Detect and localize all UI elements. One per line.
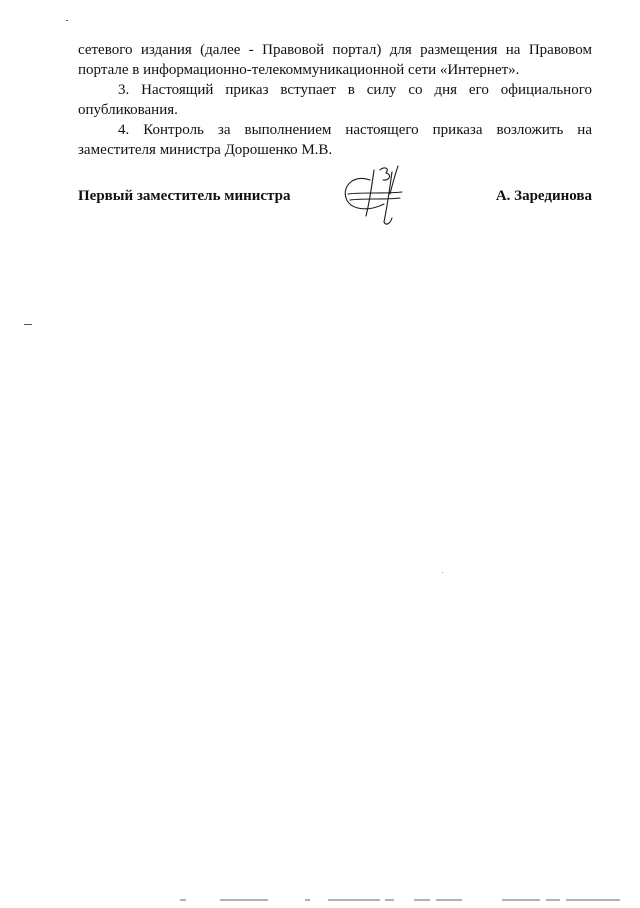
- handwritten-signature: [340, 164, 420, 230]
- scan-artifact-top: [66, 20, 68, 21]
- paragraph-item-4: 4. Контроль за выполнением настоящего приказа возложить на заместителя министра Дорошенко М.В.: [78, 122, 592, 158]
- paragraph-continuation: сетевого издания (далее - Правовой портал) для размещения на Правовом портале в информационно-телекоммуникационной сети «Интернет».: [78, 42, 592, 78]
- scan-artifact-mid: [442, 572, 443, 573]
- signatory-position: Первый заместитель министра: [78, 188, 291, 204]
- signatory-name: А. Зарединова: [495, 188, 592, 204]
- document-body: [78, 40, 592, 160]
- signature-block: [78, 172, 592, 232]
- scan-artifact-left: [24, 324, 32, 325]
- paragraph-item-3: 3. Настоящий приказ вступает в силу со дня его официального опубликования.: [78, 82, 592, 118]
- scan-edge-artifact: [180, 898, 620, 902]
